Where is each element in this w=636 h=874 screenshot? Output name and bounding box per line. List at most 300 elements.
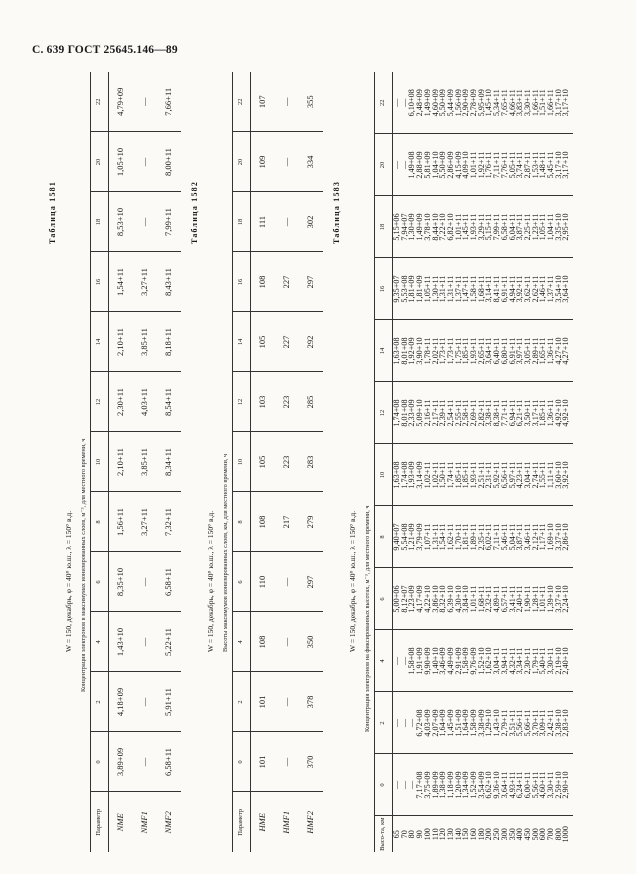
cell: 1,64+09 [461,709,471,737]
cell: 3,51+11 [507,709,517,737]
cell: 1,54+11 [438,523,448,551]
cell: 1,58+08 [407,647,417,675]
hour-header: 18 [91,192,109,252]
row-label: HMF1 [281,810,292,834]
height-value: 100 [422,828,432,841]
cell: 1,85+11 [461,461,471,489]
cell: 3,92+11 [515,275,525,303]
cell: — [399,160,409,170]
table-1582-subcaption: Высоты максимумов ионизированных слоев, км, для местного времени, ч [222,453,229,652]
cell: 355 [299,72,323,132]
cell: — [133,132,157,192]
cell: 1,37+11 [546,275,556,303]
cell: 2,90+10 [561,771,571,799]
cell: 3,54+09 [476,771,486,799]
cell: 9,76+09 [469,647,479,675]
cell: 5,09+10 [415,399,425,427]
cell: 5,34+11 [492,89,502,117]
height-value: 120 [438,828,448,841]
cell: 285 [299,372,323,432]
cell: 4,09+10 [461,151,471,179]
cell: 2,86+09 [445,151,455,179]
height-value: 65 [392,830,401,839]
data-column [393,754,573,816]
cell: 6,58+11 [157,552,181,612]
cell: 1,51+11 [538,89,548,117]
cell: 1,40+10 [430,647,440,675]
cell: 3,83+11 [515,89,525,117]
cell: 1,81+11 [461,523,471,551]
cell: 1,30+09 [407,213,417,241]
cell: — [392,718,401,728]
cell: 9,35+07 [392,275,401,303]
cell: 1,18+09 [445,771,455,799]
cell: 1,85+11 [453,461,463,489]
hour-header: 10 [91,432,109,492]
cell: 4,32+11 [507,647,517,675]
cell: 5,53+08 [399,275,409,303]
cell: 3,79+09 [415,523,425,551]
height-value: 130 [445,828,455,841]
cell: 101 [251,672,275,732]
cell: 3,64+11 [484,337,494,365]
cell: 1,92+11 [476,151,486,179]
cell: 101 [251,732,275,792]
cell: — [399,718,409,728]
cell: 2,55+11 [453,399,463,427]
height-column [393,816,573,852]
cell: 1,05+10 [109,132,133,192]
cell: 3,38+11 [484,399,494,427]
cell: 3,35+10 [553,213,563,241]
cell: 4,03+11 [133,372,157,432]
cell: 1,31+11 [430,523,440,551]
hour-header: 0 [91,732,109,792]
cell: 5,66+11 [522,709,532,737]
cell: 6,40+11 [492,337,502,365]
cell: 1,62+11 [445,523,455,551]
hour-header: 22 [91,72,109,132]
data-column [393,444,573,506]
rotated-page-content [42,72,602,852]
cell: 1,11+11 [546,461,556,489]
cell: — [392,160,401,170]
cell: 1,45+11 [461,213,471,241]
cell: 227 [275,312,299,372]
height-value: 350 [507,828,517,841]
cell: 1,74+08 [392,399,401,427]
table-row [275,72,299,852]
cell: 8,41+11 [492,275,502,303]
cell: 2,86+10 [561,523,571,551]
table-row [299,72,323,852]
height-value: 80 [407,830,417,839]
height-value: 500 [530,828,540,841]
cell: 2,62+11 [530,275,540,303]
cell: 1,34+09 [461,771,471,799]
cell: 3,54+10 [553,275,563,303]
cell: 1,93+09 [407,461,417,489]
page-header: С. 639 ГОСТ 25645.146—89 [32,44,178,56]
cell: 7,94+07 [399,213,409,241]
data-column [393,320,573,382]
cell: 3,89+09 [109,732,133,792]
data-column [393,134,573,196]
height-value: 450 [522,828,532,841]
cell: 108 [251,612,275,672]
cell: 2,89+11 [530,337,540,365]
data-column [393,196,573,258]
hour-header: 6 [233,552,251,612]
cell: 1,48+11 [538,151,548,179]
cell: 2,65+11 [476,337,486,365]
row-label: HME [257,813,268,832]
cell: 6,02+11 [484,523,494,551]
cell: — [133,672,157,732]
table-1582 [222,72,323,852]
cell: — [275,192,299,252]
data-column [393,72,573,134]
hour-header: 8 [91,492,109,552]
cell: 223 [275,432,299,492]
cell: 3,05+11 [522,337,532,365]
cell: 6,56+11 [499,461,509,489]
table-1583-height-header: Высо-та, км [375,816,393,852]
height-value: 300 [499,828,509,841]
data-column [393,382,573,444]
cell: 1,45+10 [484,89,494,117]
height-value: 400 [515,828,525,841]
hour-header: 14 [91,312,109,372]
table-1583-caption: W = 150, декабрь, φ = 40° ю.ш., λ = 150° в.д. [348,510,357,652]
cell: 3,17+10 [553,89,563,117]
cell: 1,62+10 [484,647,494,675]
cell: 1,50+11 [438,461,448,489]
cell: 1,31+11 [445,275,455,303]
table-1581-caption: W = 150, декабрь, φ = 40° ю.ш., λ = 150° в.д. [64,510,73,652]
cell: 2,25+11 [522,213,532,241]
cell: 1,75+11 [453,337,463,365]
cell: 1,74+08 [399,461,409,489]
cell: 1,79+11 [530,647,540,675]
cell: 1,04+11 [546,213,556,241]
cell: 4,30+10 [453,585,463,613]
table-1581-grid [90,72,181,852]
cell: 2,30+11 [109,372,133,432]
table-1582-grid [232,72,323,852]
cell: 1,58+09 [461,647,471,675]
cell: 5,92+11 [492,461,502,489]
cell: 8,54+11 [157,372,181,432]
cell: 3,85+11 [133,312,157,372]
cell: 378 [299,672,323,732]
cell: 1,20+09 [453,771,463,799]
cell: — [133,552,157,612]
cell: — [407,780,417,790]
cell: 350 [299,612,323,672]
cell: 1,74+11 [445,461,455,489]
cell: 6,39+10 [445,585,455,613]
cell: 4,60+11 [538,771,548,799]
cell: 334 [299,132,323,192]
cell: 2,78+09 [469,89,479,117]
cell: 6,21+11 [515,399,525,427]
cell: 7,66+11 [157,72,181,132]
cell: — [133,612,157,672]
hour-header: 12 [91,372,109,432]
cell: 1,81+09 [407,275,417,303]
table-1582-param-header: Параметр [233,792,251,852]
cell: 6,04+11 [507,213,517,241]
cell: 297 [299,252,323,312]
hour-header: 20 [233,132,251,192]
cell: 3,17+10 [561,89,571,117]
data-column [393,692,573,754]
cell: 2,42+11 [546,709,556,737]
cell: — [399,98,409,107]
cell: 1,39+10 [546,585,556,613]
cell: 4,27+10 [561,337,571,365]
cell: 2,19+10 [553,647,563,675]
cell: 1,93+11 [469,213,479,241]
cell: 302 [299,192,323,252]
cell: 1,69+10 [546,523,556,551]
cell: 105 [251,432,275,492]
cell: 3,94+11 [499,647,509,675]
cell: 3,92+10 [561,461,571,489]
cell: 1,01+11 [469,151,479,179]
hour-header: 18 [375,196,393,258]
table-1581-label: Таблица 1581 [48,180,57,244]
table-1583-grid [374,72,573,852]
height-value: 110 [430,828,440,841]
table-1583-label: Таблица 1583 [332,180,341,244]
cell: 1,81+09 [415,275,425,303]
cell: — [392,656,401,666]
hour-header: 22 [233,72,251,132]
cell: 3,37+10 [553,585,563,613]
cell: 7,71+11 [499,399,509,427]
height-value: 180 [476,828,486,841]
cell: 3,27+11 [133,492,157,552]
cell: — [133,192,157,252]
cell: 6,00+11 [522,771,532,799]
hour-header: 14 [233,312,251,372]
cell: 1,56+11 [109,492,133,552]
row-label: HMF2 [305,810,316,834]
cell: 3,85+11 [133,432,157,492]
cell: 4,93+11 [507,771,517,799]
cell: 110 [251,552,275,612]
table-1583-subcaption: Концентрация электронов на фиксированных высотах, м⁻³, для местного времени, ч [364,505,371,732]
cell: 3,86+10 [430,585,440,613]
cell: 1,01+11 [469,585,479,613]
cell: 2,17+11 [430,399,440,427]
cell: 8,01+08 [399,337,409,365]
hour-header: 2 [91,672,109,732]
cell: 1,76+11 [484,151,494,179]
cell: 3,62+11 [522,275,532,303]
cell: 9,36+10 [492,771,502,799]
hour-header: 18 [233,192,251,252]
cell: 2,69+11 [469,399,479,427]
cell: — [399,780,409,790]
height-value: 1000 [561,826,571,843]
hour-header: 0 [375,754,393,816]
cell: 6,10+08 [407,89,417,117]
cell: 1,63+08 [392,337,401,365]
cell: 292 [299,312,323,372]
cell: 8,00+11 [157,132,181,192]
cell: — [275,132,299,192]
cell: 2,02+11 [430,337,440,365]
cell: 108 [251,252,275,312]
cell: 8,43+11 [157,252,181,312]
cell: 5,22+11 [157,612,181,672]
cell: 1,45+09 [445,709,455,737]
table-1581-param-header: Параметр [91,792,109,852]
cell: 7,99+11 [492,213,502,241]
cell: 4,27+10 [553,337,563,365]
table-row [157,72,181,852]
cell: 7,17+08 [415,771,425,799]
cell: 6,82+10 [445,213,455,241]
cell: 2,51+11 [476,461,486,489]
cell: 1,92+09 [407,337,417,365]
cell: 1,68+11 [476,275,486,303]
cell: 2,58+11 [461,399,471,427]
cell: 3,30+11 [546,771,556,799]
hour-header: 4 [233,612,251,672]
height-value: 200 [484,828,494,841]
cell: 3,27+11 [133,252,157,312]
cell: 5,81+09 [422,151,432,179]
cell: 1,28+11 [530,585,540,613]
cell: 297 [299,552,323,612]
cell: 279 [299,492,323,552]
cell: 3,17+10 [553,151,563,179]
cell: 8,32+10 [438,585,448,613]
cell: 1,49+08 [407,151,417,179]
cell: 1,56+09 [453,89,463,117]
cell: 3,74+11 [515,151,525,179]
hour-header: 14 [375,320,393,382]
cell: 1,89+09 [430,771,440,799]
cell: 1,64+09 [438,709,448,737]
data-column [393,258,573,320]
hour-header: 8 [233,492,251,552]
table-1582-label: Таблица 1582 [190,180,199,244]
height-value: 160 [469,828,479,841]
cell: 1,70+11 [453,523,463,551]
cell: 2,32+11 [484,585,494,613]
hour-header: 16 [91,252,109,312]
hour-header: 22 [375,72,393,134]
cell: — [275,732,299,792]
cell: 1,55+11 [538,461,548,489]
cell: — [392,98,401,107]
table-1581 [80,72,181,852]
cell: 6,58+11 [499,213,509,241]
cell: 1,01+11 [453,213,463,241]
cell: 1,04+10 [430,151,440,179]
cell: 2,07+09 [430,709,440,737]
cell: 3,70+11 [530,709,540,737]
cell: 2,59+10 [553,771,563,799]
cell: 3,34+11 [515,647,525,675]
cell: 1,93+11 [469,337,479,365]
cell: 111 [251,192,275,252]
cell: 4,22+10 [422,585,432,613]
cell: 1,53+11 [530,151,540,179]
cell: 2,79+11 [499,709,509,737]
height-value: 800 [553,828,563,841]
cell: 2,88+09 [415,151,425,179]
cell: 3,46+09 [438,647,448,675]
cell: 1,63+08 [392,461,401,489]
cell: 1,43+10 [109,612,133,672]
cell: 7,11+11 [492,523,502,551]
cell: 7,11+11 [492,151,502,179]
cell: 2,74+11 [530,461,540,489]
cell: 8,34+11 [157,432,181,492]
cell: 5,45+11 [546,151,556,179]
cell: 2,48+09 [415,89,425,117]
cell: 283 [299,432,323,492]
cell: 4,23+11 [515,461,525,489]
hour-header: 16 [375,258,393,320]
cell: 4,18+09 [109,672,133,732]
cell: 6,80+11 [499,337,509,365]
cell: 8,12+07 [399,585,409,613]
cell: 3,87+11 [515,523,525,551]
data-column [393,568,573,630]
cell: 2,10+11 [109,432,133,492]
table-1581-subcaption: Концентрация электронов в максимумах ионизированных слоев, м⁻³, для местного времени, ч [80,438,87,692]
cell: 3,38+09 [476,709,486,737]
cell: 5,97+11 [507,461,517,489]
cell: 370 [299,732,323,792]
cell: 1,31+11 [438,275,448,303]
hour-header: 0 [233,732,251,792]
cell: 5,15+11 [484,213,494,241]
cell: 1,47+11 [461,275,471,303]
cell: 2,31+11 [484,461,494,489]
cell: 2,95+10 [561,213,571,241]
cell: 105 [251,312,275,372]
cell: 3,97+11 [515,337,525,365]
cell: 5,50+09 [438,89,448,117]
cell: 5,15+06 [392,213,401,241]
cell: 2,82+11 [476,399,486,427]
cell: 1,36+11 [546,399,556,427]
cell: 7,22+10 [438,213,448,241]
cell: 8,38+11 [492,399,502,427]
cell: 108 [251,492,275,552]
cell: 3,38+10 [553,709,563,737]
cell: 217 [275,492,299,552]
cell: 1,68+11 [476,585,486,613]
cell: 1,51+09 [453,709,463,737]
cell: 8,01+08 [399,399,409,427]
cell: 6,94+11 [507,399,517,427]
cell: 1,49+09 [415,213,425,241]
cell: 2,54+11 [445,399,455,427]
cell: 3,50+11 [522,399,532,427]
cell: 1,21+09 [407,523,417,551]
cell: 3,29+11 [476,213,486,241]
cell: 6,58+11 [157,732,181,792]
